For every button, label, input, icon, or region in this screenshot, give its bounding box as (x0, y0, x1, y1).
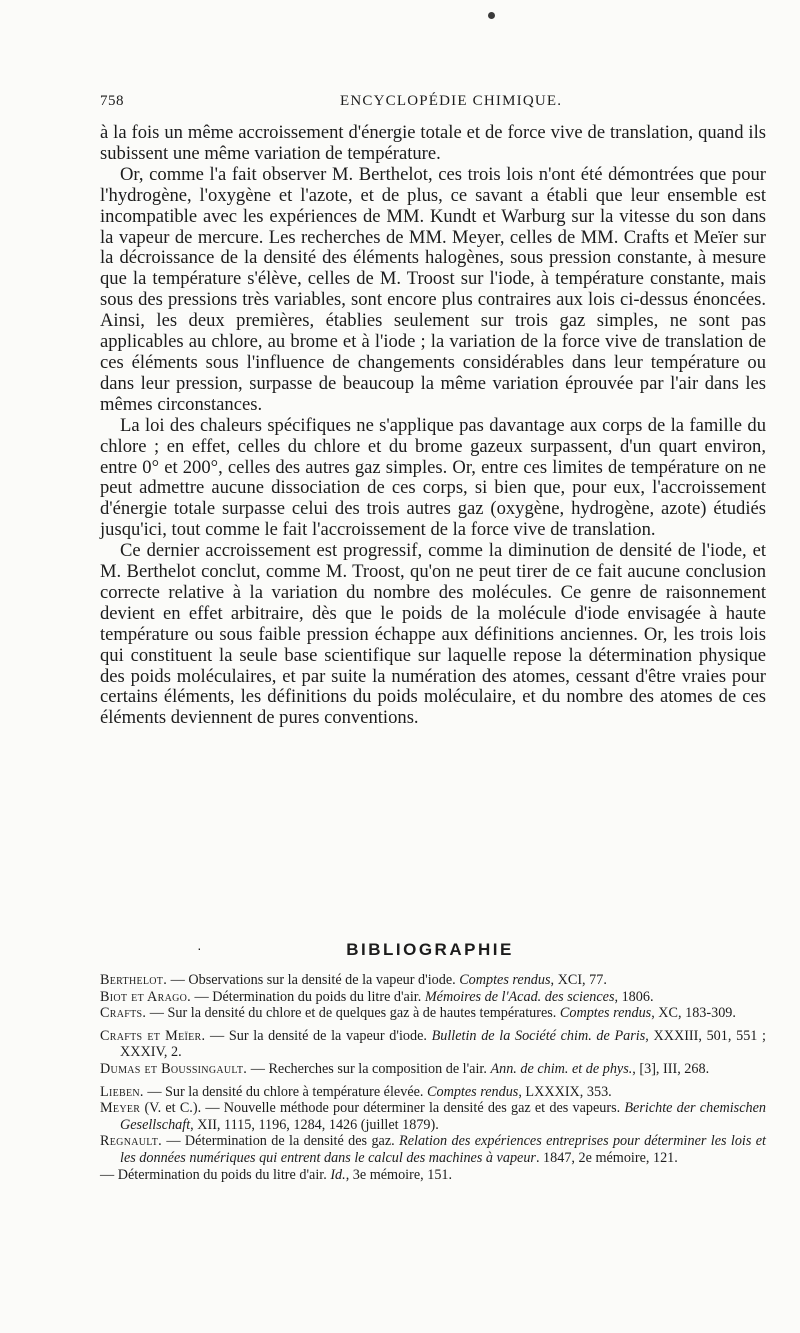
running-title: ENCYCLOPÉDIE CHIMIQUE. (340, 93, 563, 109)
page-number: 758 (100, 93, 124, 109)
bibliography-entry: Meyer (V. et C.). — Nouvelle méthode pour déterminer la densité des gaz et des vapeurs. Berichte der chemischen Gesellschaft, XII, 1115, 1196, 1284, 1426 (juillet 1879). (100, 1100, 766, 1133)
page-header (100, 93, 782, 117)
bibliography-entry: Biot et Arago. — Détermination du poids du litre d'air. Mémoires de l'Acad. des sciences, 1806. (100, 988, 654, 1005)
ink-dot (488, 12, 495, 19)
bibliography-entry: Berthelot. — Observations sur la densité de la vapeur d'iode. Comptes rendus, XCI, 77. (100, 972, 607, 988)
paragraph-2: Or, comme l'a fait observer M. Berthelot, ces trois lois n'ont été démontrées que pour l'hydrogène, l'oxygène et l'azote, et de plus, ce savant a établi que leur ensemble est incompatible avec les expériences de MM. Kundt et Warburg sur la vitesse du son dans la vapeur de mercure. Les recherches de MM. Meyer, celles de MM. Crafts et Meïer sur la décroissance de la densité des éléments halogènes, sous pression constante, à mesure que la température s'élève, celles de M. Troost sur l'iode, à température constante, mais sous des pressions très variables, sont encore plus contraires aux lois ci-dessus énoncées. Ainsi, les deux premières, établies seulement sur trois gaz simples, ne sont pas applicables au chlore, au brome et à l'iode ; la variation de la force vive de translation de ces éléments sous l'influence de changements considérables dans leur température ou dans leur pression, surpasse de beaucoup la même variation éprouvée par l'air dans les mêmes circonstances. (100, 163, 766, 415)
bibliography-heading (0, 940, 800, 960)
bibliography-entry: Crafts et Meïer. — Sur la densité de la vapeur d'iode. Bulletin de la Société chim. de Paris, XXXIII, 501, 551 ; XXXIV, 2. (100, 1027, 766, 1061)
body-text (100, 123, 766, 729)
bibliography-title: BIBLIOGRAPHIE (346, 940, 514, 959)
bibliography-list (100, 972, 766, 1183)
heading-mark: · (197, 940, 202, 956)
bibliography-entry: Dumas et Boussingault. — Recherches sur la composition de l'air. Ann. de chim. et de phys., [3], III, 268. (100, 1060, 710, 1077)
bibliography-entry: Crafts. — Sur la densité du chlore et de quelques gaz à de hautes températures. Comptes rendus, XC, 183-309. (100, 1005, 736, 1022)
paragraph-4: Ce dernier accroissement est progressif, comme la diminution de densité de l'iode, et M. Berthelot conclut, comme M. Troost, qu'on ne peut tirer de ce fait aucune conclusion correcte relative à la variation du nombre des molécules. Ce genre de raisonnement devient en effet arbitraire, dès que le poids de la molécule d'iode envisagée à haute température ou sous faible pression échappe aux définitions anciennes. Or, les trois lois qui constituent la seule base scientifique sur laquelle repose la détermination physique des poids moléculaires, et par suite la numération des atomes, cessant d'être vraies pour certains éléments, les définitions du poids moléculaire, et du nombre des atomes de ces éléments deviennent de pures conventions. (100, 540, 766, 729)
bibliography-entry: Lieben. — Sur la densité du chlore à température élevée. Comptes rendus, LXXXIX, 353. (100, 1083, 612, 1100)
bibliography-entry: — Détermination du poids du litre d'air. Id., 3e mémoire, 151. (100, 1166, 453, 1183)
bibliography-entry: Regnault. — Détermination de la densité des gaz. Relation des expériences entreprises pour déterminer les lois et les données numériques qui entrent dans le calcul des machines à vapeur. 1847, 2e mémoire, 121. (100, 1133, 766, 1166)
paragraph-3: La loi des chaleurs spécifiques ne s'applique pas davantage aux corps de la famille du chlore ; en effet, celles du chlore et du brome gazeux surpassent, d'un quart environ, entre 0° et 200°, celles des autres gaz simples. Or, entre ces limites de température on ne peut admettre aucune dissociation de ces corps, si bien que, pour eux, l'accroissement d'énergie totale surpasse celui des trois autres gaz (oxygène, hydrogène, azote) étudiés jusqu'ici, tout comme le fait l'accroissement de la force vive de translation. (100, 414, 766, 541)
paragraph-1: à la fois un même accroissement d'énergie totale et de force vive de translation, quand ils subissent une même variation de température. (100, 122, 766, 164)
